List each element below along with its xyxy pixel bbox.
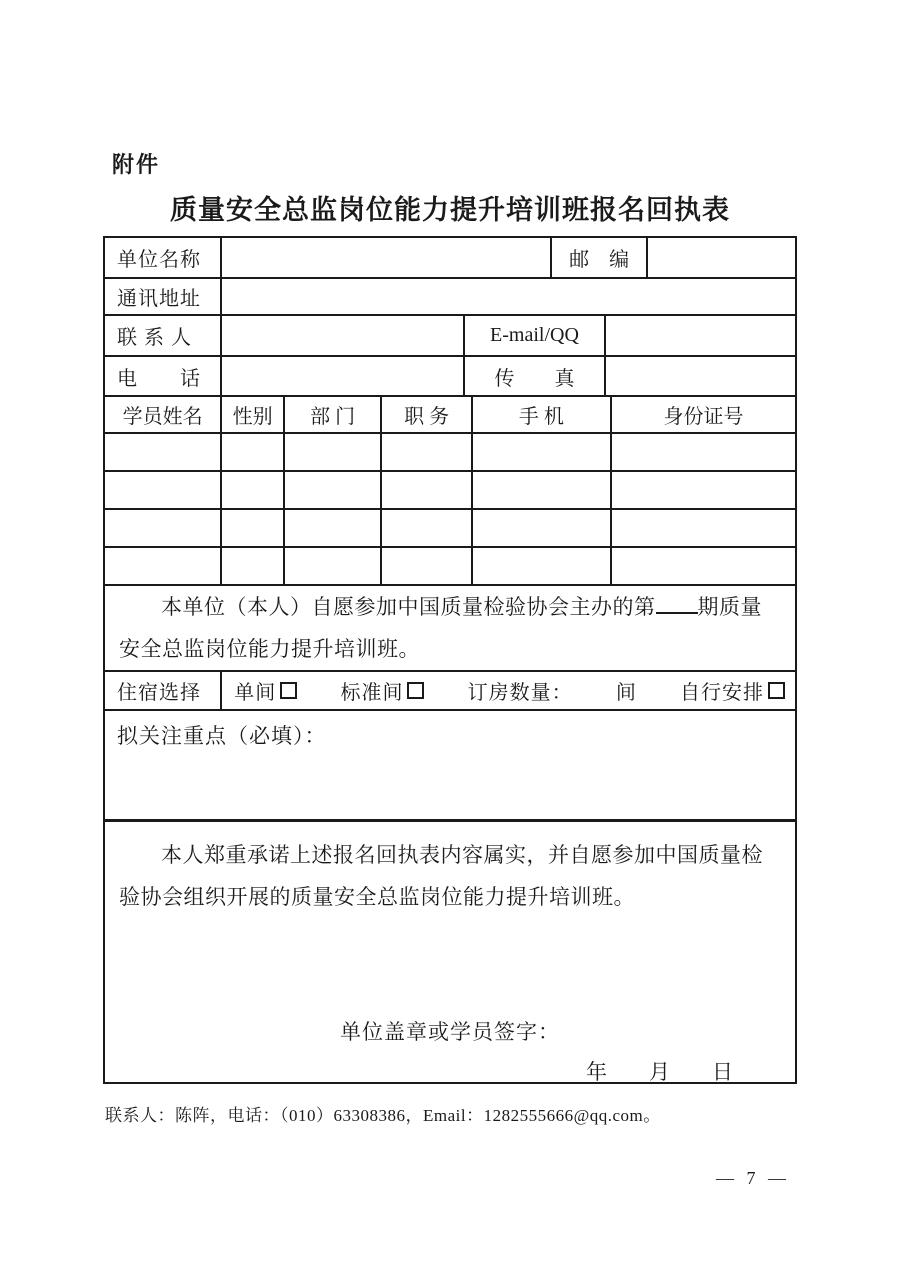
mobile-header: 手 机 — [471, 397, 610, 432]
unit-name-label: 单位名称 — [117, 249, 201, 271]
position-cell — [380, 548, 470, 584]
email-qq-value-cell — [604, 316, 795, 355]
gender-header: 性别 — [220, 397, 283, 432]
year-label: 年 — [586, 1060, 607, 1084]
room-quantity-label: 订房数量： — [467, 682, 573, 704]
department-cell — [283, 510, 380, 546]
student-row — [105, 508, 795, 546]
phone-value-cell — [220, 357, 463, 395]
session-number-blank — [656, 610, 698, 614]
address-value-cell — [220, 279, 795, 314]
position-header: 职 务 — [380, 397, 470, 432]
self-arrange-checkbox — [768, 682, 785, 699]
id-number-header: 身份证号 — [610, 397, 795, 432]
focus-points-label: 拟关注重点（必填）： — [117, 724, 327, 748]
standard-room-option: 标准间 — [340, 676, 424, 705]
accommodation-options — [220, 672, 795, 709]
month-label: 月 — [649, 1060, 670, 1084]
promise-line1: 本人郑重承诺上述报名回执表内容属实，并自愿参加中国质量检 — [161, 843, 763, 867]
promise-section — [105, 819, 795, 1082]
address-row — [105, 277, 795, 314]
attachment-label: 附件 — [112, 152, 161, 177]
id-number-cell — [610, 472, 795, 508]
single-room-checkbox — [280, 682, 297, 699]
promise-line2: 验协会组织开展的质量安全总监岗位能力提升培训班。 — [119, 885, 635, 909]
position-cell — [380, 434, 470, 470]
contact-person-row — [105, 314, 795, 355]
student-name-cell — [105, 434, 220, 470]
postal-code-label: 邮 编 — [550, 238, 645, 277]
department-cell — [283, 472, 380, 508]
mobile-cell — [471, 472, 610, 508]
form-title: 质量安全总监岗位能力提升培训班报名回执表 — [170, 195, 730, 225]
fax-value-cell — [604, 357, 795, 395]
department-cell — [283, 548, 380, 584]
gender-cell — [220, 472, 283, 508]
student-name-cell — [105, 510, 220, 546]
student-header-row — [105, 395, 795, 432]
department-cell — [283, 434, 380, 470]
signature-label: 单位盖章或学员签字： — [340, 1020, 560, 1044]
registration-form-table — [103, 236, 797, 1084]
page-number: — 7 — — [716, 1168, 790, 1188]
accommodation-label: 住宿选择 — [117, 682, 201, 704]
standard-room-checkbox — [407, 682, 424, 699]
participation-statement — [105, 586, 795, 670]
contact-person-value-cell — [220, 316, 463, 355]
single-room-option: 单间 — [234, 676, 297, 705]
email-qq-label: E-mail/QQ — [463, 316, 604, 355]
signature-date-line — [119, 1056, 781, 1086]
mobile-cell — [471, 434, 610, 470]
position-cell — [380, 510, 470, 546]
participation-line2: 安全总监岗位能力提升培训班。 — [119, 637, 420, 661]
day-label: 日 — [712, 1060, 733, 1084]
gender-cell — [220, 548, 283, 584]
mobile-cell — [471, 510, 610, 546]
gender-cell — [220, 434, 283, 470]
self-arrange-option: 自行安排 — [680, 676, 785, 705]
phone-label: 电 话 — [117, 367, 201, 390]
address-label: 通讯地址 — [117, 288, 201, 310]
student-name-cell — [105, 548, 220, 584]
phone-row — [105, 355, 795, 395]
participation-statement-row — [105, 584, 795, 670]
position-cell — [380, 472, 470, 508]
postal-code-value-cell — [646, 238, 795, 277]
id-number-cell — [610, 434, 795, 470]
student-row — [105, 546, 795, 584]
id-number-cell — [610, 548, 795, 584]
room-unit-label: 间 — [615, 682, 637, 704]
student-row — [105, 470, 795, 508]
gender-cell — [220, 510, 283, 546]
focus-points-row — [105, 709, 795, 819]
mobile-cell — [471, 548, 610, 584]
student-name-header: 学员姓名 — [122, 406, 203, 428]
student-name-cell — [105, 472, 220, 508]
department-header: 部 门 — [283, 397, 380, 432]
id-number-cell — [610, 510, 795, 546]
student-row — [105, 432, 795, 470]
footer-contact-info: 联系人：陈阵，电话：（010）63308386，Email：1282555666@qq.com。 — [105, 1106, 661, 1125]
accommodation-row — [105, 670, 795, 709]
unit-name-value-cell — [220, 238, 550, 277]
contact-person-label: 联 系 人 — [117, 327, 192, 349]
promise-cell — [105, 822, 795, 1082]
participation-line1-suffix: 期质量 — [697, 595, 762, 619]
promise-statement — [119, 834, 781, 918]
participation-line1-prefix: 本单位（本人）自愿参加中国质量检验协会主办的第 — [161, 595, 656, 619]
fax-label: 传 真 — [463, 357, 604, 395]
unit-name-row — [105, 238, 795, 277]
